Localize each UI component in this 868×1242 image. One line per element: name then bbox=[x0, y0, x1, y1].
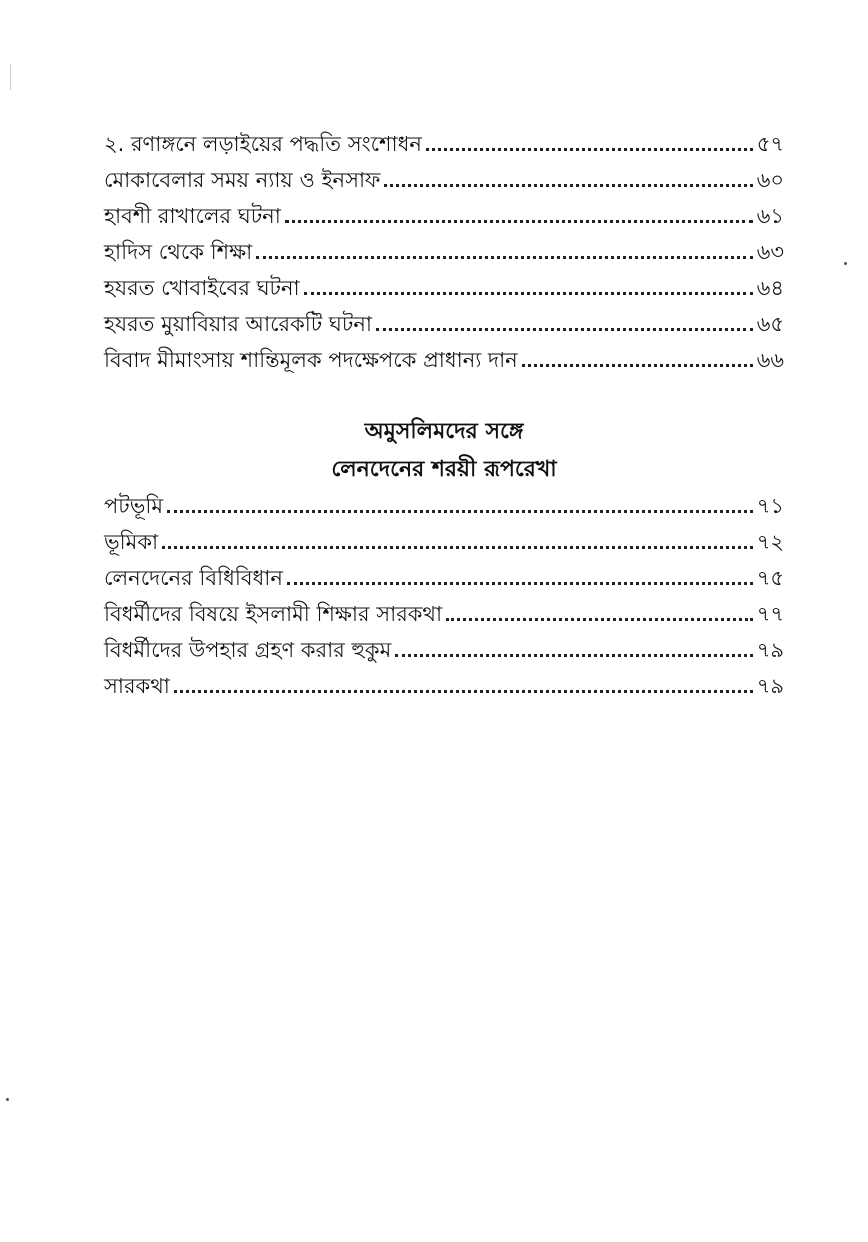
toc-leader-dots bbox=[167, 510, 753, 513]
toc-entry bbox=[104, 632, 784, 668]
toc-leader-dots bbox=[162, 546, 753, 549]
toc-entry bbox=[104, 234, 784, 270]
toc-entry-page: ৭৯ bbox=[756, 674, 784, 698]
toc-entry bbox=[104, 342, 784, 378]
toc-entry-page: ৭১ bbox=[756, 494, 784, 518]
toc-entry bbox=[104, 524, 784, 560]
toc-entry-page: ৫৭ bbox=[756, 132, 784, 156]
toc-entry-title: ভূমিকা bbox=[104, 530, 159, 554]
toc-entry-page: ৬৬ bbox=[756, 348, 784, 372]
toc-entry-page: ৭৭ bbox=[756, 602, 784, 626]
toc-leader-dots bbox=[285, 220, 753, 223]
toc-entry-title: হযরত মুয়াবিয়ার আরেকটি ঘটনা bbox=[104, 312, 372, 336]
toc-entry-page: ৬৪ bbox=[756, 276, 784, 300]
toc-leader-dots bbox=[174, 690, 753, 693]
toc-entry-page: ৭৫ bbox=[756, 566, 784, 590]
toc-leader-dots bbox=[256, 256, 753, 259]
toc-entry bbox=[104, 126, 784, 162]
toc-leader-dots bbox=[446, 618, 753, 621]
toc-entry-title: হাদিস থেকে শিক্ষা bbox=[104, 240, 253, 264]
toc-entry-title: হাবশী রাখালের ঘটনা bbox=[104, 204, 281, 228]
toc-entry-title: সারকথা bbox=[104, 674, 170, 698]
toc-leader-dots bbox=[426, 148, 753, 151]
toc-entry-page: ৬৩ bbox=[756, 240, 784, 264]
section-heading-line2: লেনদেনের শরয়ী রূপরেখা bbox=[331, 457, 557, 482]
scan-speck bbox=[6, 1098, 9, 1101]
toc-entry bbox=[104, 162, 784, 198]
toc-entry bbox=[104, 668, 784, 704]
toc-entry-title: ২. রণাঙ্গনে লড়াইয়ের পদ্ধতি সংশোধন bbox=[104, 132, 422, 156]
toc-entry bbox=[104, 270, 784, 306]
toc-entry-page: ৬১ bbox=[756, 204, 784, 228]
toc-entry-title: বিধর্মীদের বিষয়ে ইসলামী শিক্ষার সারকথা bbox=[104, 602, 443, 626]
toc-entry-title: মোকাবেলার সময় ন্যায় ও ইনসাফ bbox=[104, 168, 381, 192]
toc-list-part1 bbox=[104, 126, 784, 378]
toc-entry-title: লেনদেনের বিধিবিধান bbox=[104, 566, 283, 590]
toc-leader-dots bbox=[287, 582, 753, 585]
section-heading-line1: অমুসলিমদের সঙ্গে bbox=[364, 419, 524, 444]
toc-entry bbox=[104, 198, 784, 234]
toc-entry bbox=[104, 596, 784, 632]
toc-leader-dots bbox=[376, 328, 753, 331]
scan-speck bbox=[844, 262, 847, 265]
toc-leader-dots bbox=[522, 364, 753, 367]
scan-edge-mark bbox=[10, 64, 11, 90]
toc-entry-page: ৭২ bbox=[756, 530, 784, 554]
toc-leader-dots bbox=[384, 184, 752, 187]
toc-entry-page: ৬৫ bbox=[756, 312, 784, 336]
toc-entry-title: বিবাদ মীমাংসায় শান্তিমূলক পদক্ষেপকে প্রাধান্য দান bbox=[104, 348, 518, 372]
toc-entry-page: ৭৯ bbox=[756, 638, 784, 662]
toc-list-part2 bbox=[104, 488, 784, 704]
toc-entry-title: হযরত খোবাইবের ঘটনা bbox=[104, 276, 300, 300]
toc-entry bbox=[104, 488, 784, 524]
toc-entry-title: পটভূমি bbox=[104, 494, 164, 518]
toc-entry bbox=[104, 306, 784, 342]
toc-leader-dots bbox=[395, 654, 752, 657]
toc-leader-dots bbox=[304, 292, 753, 295]
toc-entry bbox=[104, 560, 784, 596]
toc-entry-page: ৬০ bbox=[756, 168, 784, 192]
toc-entry-title: বিধর্মীদের উপহার গ্রহণ করার হুকুম bbox=[104, 638, 392, 662]
